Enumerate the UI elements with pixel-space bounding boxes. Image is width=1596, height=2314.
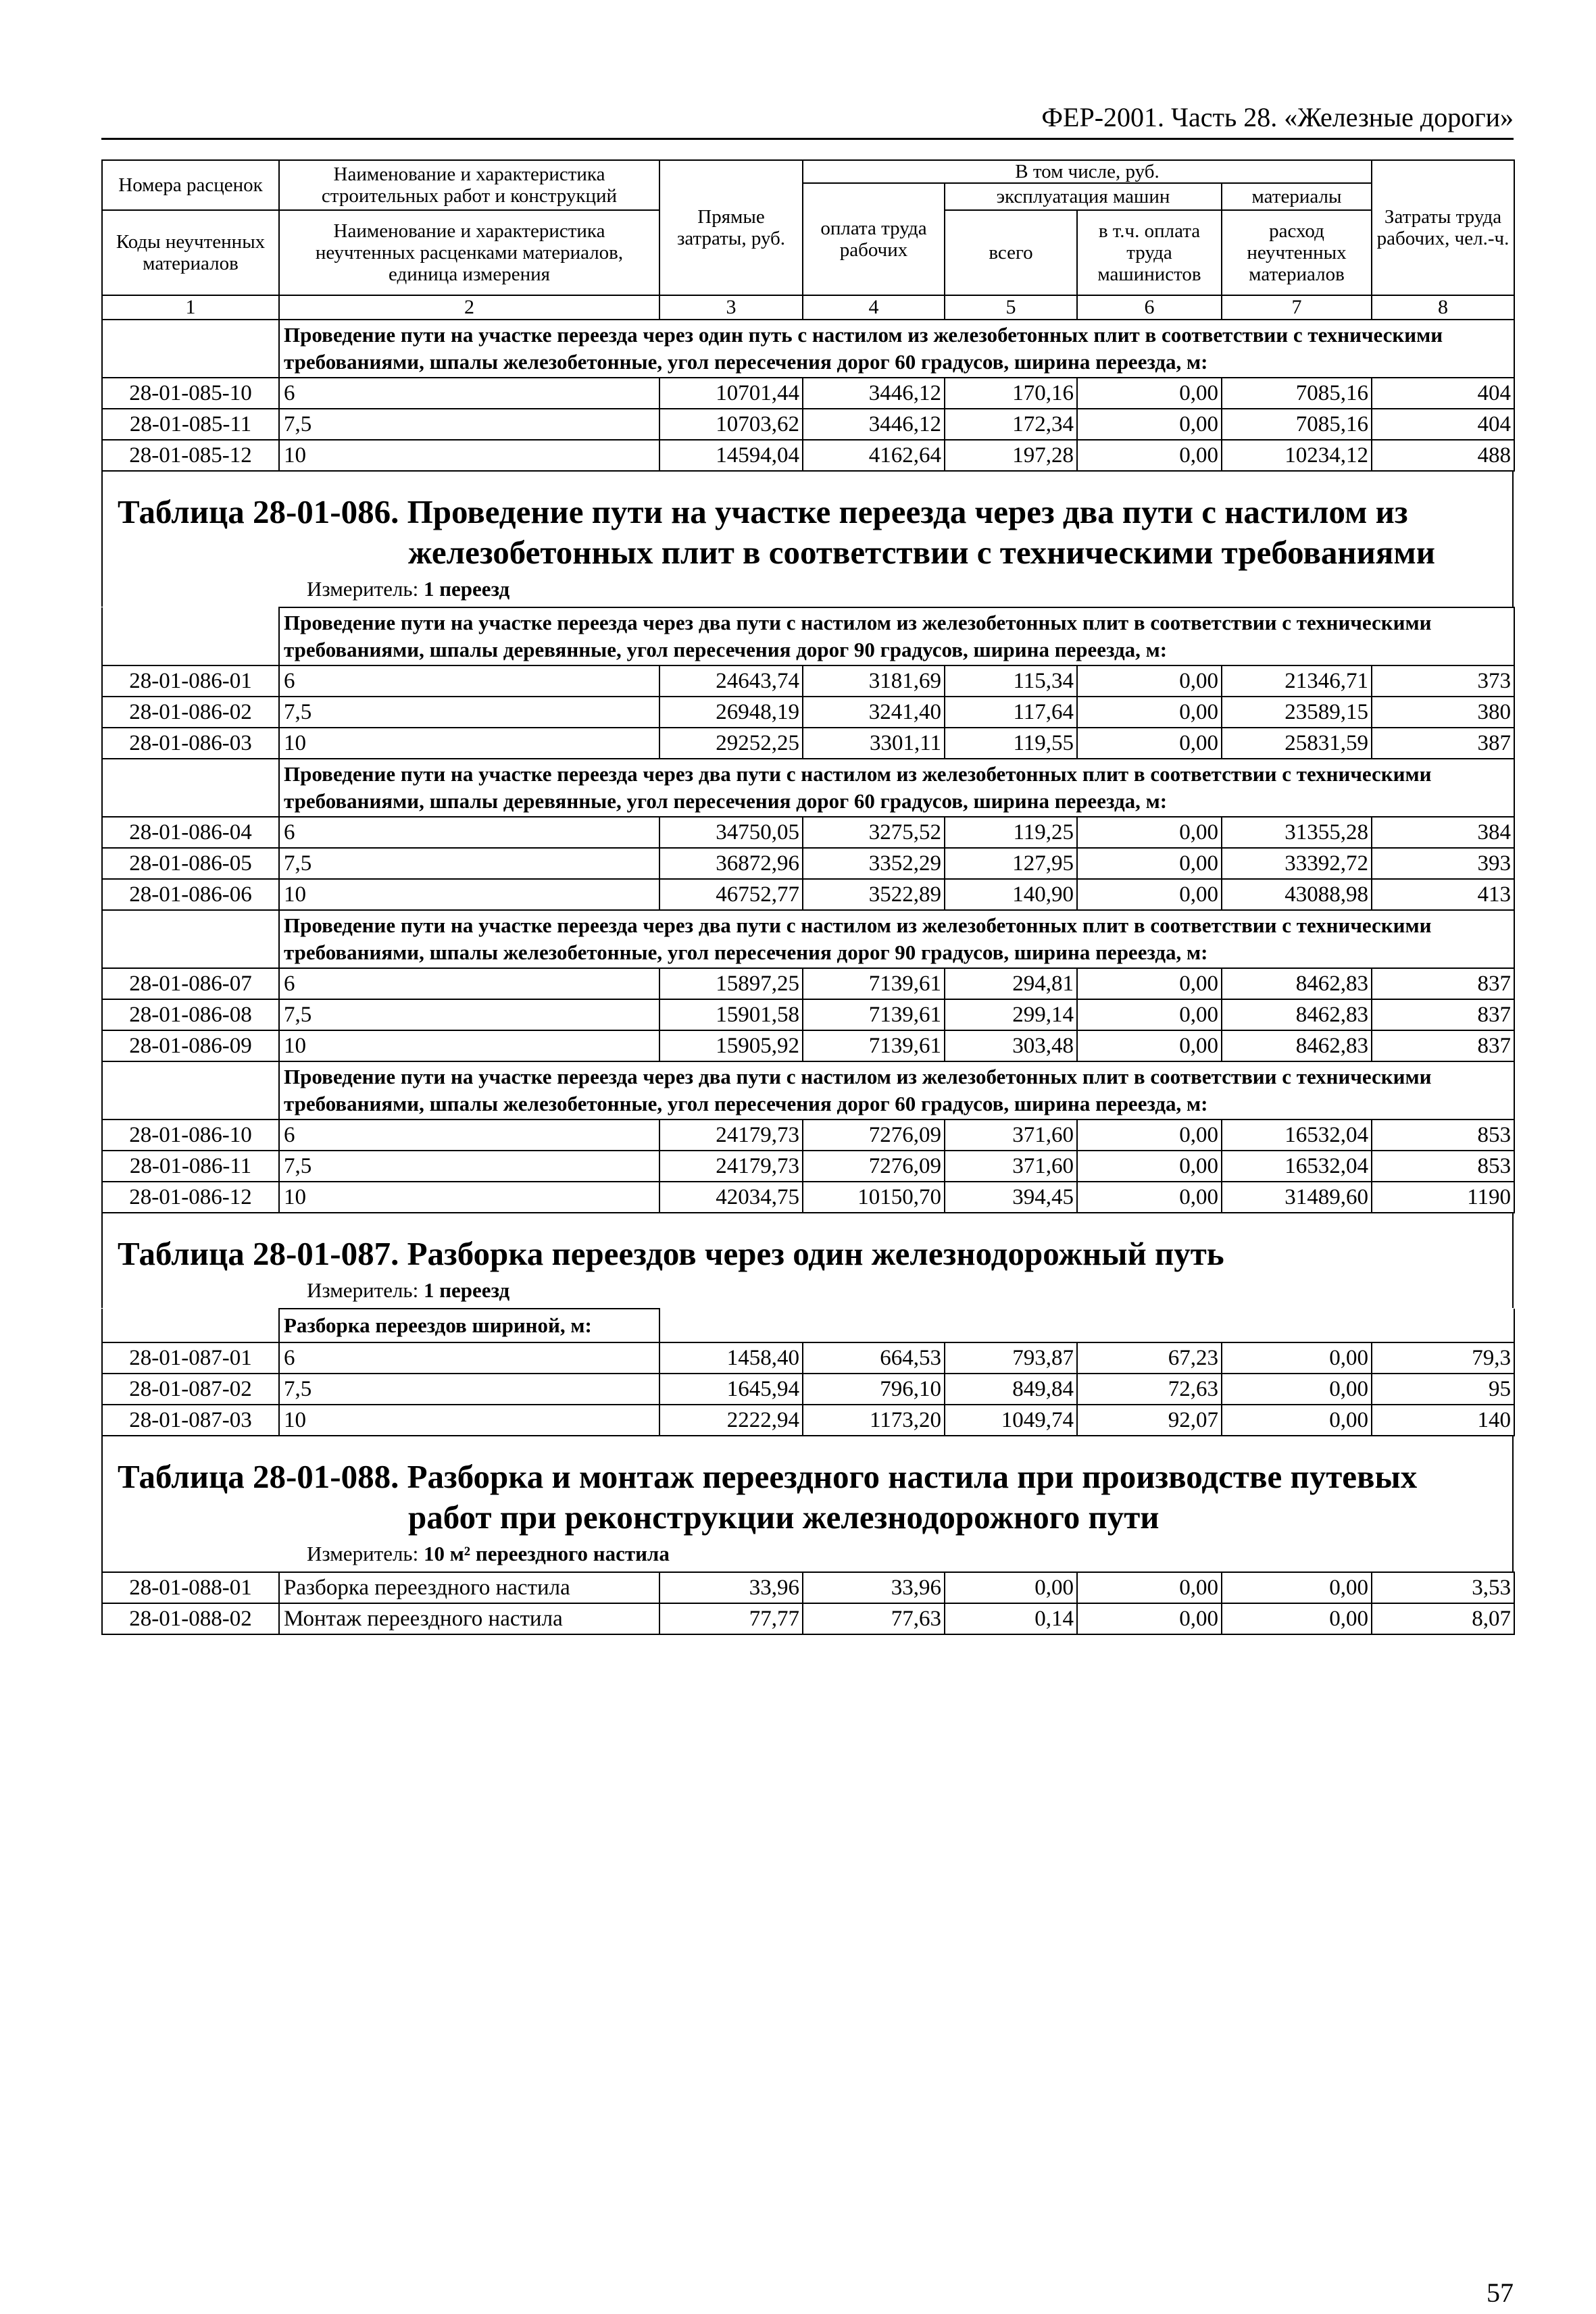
cell-rate-code: 28-01-086-01 bbox=[102, 665, 279, 697]
cell-machinists-pay: 0,00 bbox=[1077, 1030, 1222, 1061]
cell-width: 10 bbox=[279, 879, 659, 910]
table-row bbox=[102, 440, 1514, 471]
cell-labor-pay: 7276,09 bbox=[803, 1151, 945, 1182]
section-description: Проведение пути на участке переезда через два пути с настилом из железобетонных плит в соответствии с техническими требованиями, шпалы деревянные, угол пересечения дорог 60 градусов, ширина переезда, м: bbox=[279, 759, 1514, 817]
table-086-heading bbox=[101, 472, 1514, 607]
cell-rate-code: 28-01-086-06 bbox=[102, 879, 279, 910]
cell-labor-hours: 140 bbox=[1372, 1405, 1514, 1436]
cell-width: 10 bbox=[279, 1030, 659, 1061]
cell-rate-code: 28-01-088-02 bbox=[102, 1603, 279, 1634]
cell-labor-hours: 837 bbox=[1372, 968, 1514, 999]
cell-machines-total: 371,60 bbox=[945, 1120, 1077, 1151]
cell-direct-costs: 77,77 bbox=[659, 1603, 803, 1634]
cell-rate-code: 28-01-085-12 bbox=[102, 440, 279, 471]
content bbox=[101, 159, 1514, 1635]
measure-label: Измеритель: bbox=[307, 1278, 424, 1302]
cell-width: 6 bbox=[279, 378, 659, 409]
cell-labor-hours: 8,07 bbox=[1372, 1603, 1514, 1634]
cell-width: 6 bbox=[279, 817, 659, 848]
cell-materials: 8462,83 bbox=[1222, 968, 1372, 999]
cell-width: 6 bbox=[279, 1342, 659, 1374]
table-row bbox=[102, 1342, 1514, 1374]
cell-labor-pay: 3275,52 bbox=[803, 817, 945, 848]
blank-cell bbox=[102, 1309, 279, 1342]
cell-width: 7,5 bbox=[279, 1374, 659, 1405]
table-087-title bbox=[118, 1234, 1497, 1274]
cell-machines-total: 197,28 bbox=[945, 440, 1077, 471]
col-head-nomera: Номера расценок bbox=[102, 160, 279, 210]
table-row bbox=[102, 968, 1514, 999]
cell-labor-hours: 404 bbox=[1372, 409, 1514, 440]
cell-materials: 0,00 bbox=[1222, 1603, 1372, 1634]
title-line: Таблица 28-01-087. Разборка переездов через один железнодорожный путь bbox=[118, 1235, 1224, 1272]
cell-materials: 0,00 bbox=[1222, 1572, 1372, 1603]
table-086-title bbox=[118, 492, 1497, 573]
cell-machinists-pay: 0,00 bbox=[1077, 879, 1222, 910]
cell-width: 10 bbox=[279, 1182, 659, 1213]
cell-machinists-pay: 0,00 bbox=[1077, 968, 1222, 999]
cell-direct-costs: 36872,96 bbox=[659, 848, 803, 879]
cell-rate-code: 28-01-087-03 bbox=[102, 1405, 279, 1436]
table-row bbox=[102, 409, 1514, 440]
section-description-row bbox=[102, 759, 1514, 817]
cell-machinists-pay: 0,00 bbox=[1077, 1603, 1222, 1634]
table-087 bbox=[101, 1308, 1515, 1436]
col-head-vtch: в т.ч. оплата труда машинистов bbox=[1077, 210, 1222, 295]
section-description: Проведение пути на участке переезда через один путь с настилом из железобетонных плит в соответствии с техническими требованиями, шпалы железобетонные, угол пересечения дорог 60 градусов, ширина переезда, м: bbox=[279, 320, 1514, 378]
section-description-row bbox=[102, 910, 1514, 968]
column-header bbox=[102, 160, 1514, 320]
cell-machinists-pay: 0,00 bbox=[1077, 1182, 1222, 1213]
cell-width: 10 bbox=[279, 440, 659, 471]
table-row bbox=[102, 697, 1514, 728]
cell-direct-costs: 24643,74 bbox=[659, 665, 803, 697]
cell-direct-costs: 15905,92 bbox=[659, 1030, 803, 1061]
cell-machines-total: 303,48 bbox=[945, 1030, 1077, 1061]
page-number: 57 bbox=[1487, 2278, 1514, 2308]
blank-cell bbox=[102, 607, 279, 665]
blank-cell bbox=[659, 1309, 1514, 1342]
blank-cell bbox=[102, 910, 279, 968]
cell-direct-costs: 26948,19 bbox=[659, 697, 803, 728]
cell-machinists-pay: 0,00 bbox=[1077, 999, 1222, 1030]
cell-machinists-pay: 67,23 bbox=[1077, 1342, 1222, 1374]
cell-materials: 0,00 bbox=[1222, 1342, 1372, 1374]
table-row bbox=[102, 848, 1514, 879]
col-num: 2 bbox=[279, 295, 659, 320]
cell-labor-hours: 387 bbox=[1372, 728, 1514, 759]
cell-width: 6 bbox=[279, 968, 659, 999]
cell-machines-total: 0,14 bbox=[945, 1603, 1077, 1634]
cell-materials: 7085,16 bbox=[1222, 378, 1372, 409]
title-line: Таблица 28-01-088. Разборка и монтаж переездного настила при производстве путевых bbox=[118, 1458, 1418, 1495]
cell-machines-total: 119,25 bbox=[945, 817, 1077, 848]
col-head-ekspl: эксплуатация машин bbox=[945, 183, 1222, 210]
cell-direct-costs: 10701,44 bbox=[659, 378, 803, 409]
cell-labor-hours: 837 bbox=[1372, 999, 1514, 1030]
cell-rate-code: 28-01-086-07 bbox=[102, 968, 279, 999]
cell-width: 6 bbox=[279, 665, 659, 697]
section-description: Проведение пути на участке переезда через два пути с настилом из железобетонных плит в соответствии с техническими требованиями, шпалы железобетонные, угол пересечения дорог 90 градусов, ширина переезда, м: bbox=[279, 910, 1514, 968]
cell-machines-total: 294,81 bbox=[945, 968, 1077, 999]
cell-labor-pay: 77,63 bbox=[803, 1603, 945, 1634]
cell-direct-costs: 1645,94 bbox=[659, 1374, 803, 1405]
col-num: 5 bbox=[945, 295, 1077, 320]
cell-materials: 23589,15 bbox=[1222, 697, 1372, 728]
cell-machines-total: 115,34 bbox=[945, 665, 1077, 697]
cell-rate-code: 28-01-086-08 bbox=[102, 999, 279, 1030]
cell-labor-pay: 3446,12 bbox=[803, 409, 945, 440]
cell-materials: 31355,28 bbox=[1222, 817, 1372, 848]
cell-machines-total: 299,14 bbox=[945, 999, 1077, 1030]
table-row bbox=[102, 378, 1514, 409]
cell-direct-costs: 1458,40 bbox=[659, 1342, 803, 1374]
col-num: 3 bbox=[659, 295, 803, 320]
cell-labor-hours: 853 bbox=[1372, 1151, 1514, 1182]
cell-labor-pay: 664,53 bbox=[803, 1342, 945, 1374]
cell-width: Монтаж переездного настила bbox=[279, 1603, 659, 1634]
cell-width: Разборка переездного настила bbox=[279, 1572, 659, 1603]
col-num: 1 bbox=[102, 295, 279, 320]
col-head-rashod: расход неучтенных материалов bbox=[1222, 210, 1372, 295]
table-row bbox=[102, 1572, 1514, 1603]
section-description-row bbox=[102, 607, 1514, 665]
table-row bbox=[102, 1603, 1514, 1634]
cell-labor-hours: 3,53 bbox=[1372, 1572, 1514, 1603]
col-head-v-tom-chisle: В том числе, руб. bbox=[803, 160, 1372, 183]
cell-machinists-pay: 0,00 bbox=[1077, 817, 1222, 848]
cell-rate-code: 28-01-086-05 bbox=[102, 848, 279, 879]
table-row bbox=[102, 999, 1514, 1030]
cell-labor-pay: 1173,20 bbox=[803, 1405, 945, 1436]
title-line: железобетонных плит в соответствии с техническими требованиями bbox=[408, 534, 1436, 571]
running-header: ФЕР-2001. Часть 28. «Железные дороги» bbox=[1041, 102, 1514, 132]
cell-direct-costs: 15897,25 bbox=[659, 968, 803, 999]
cell-labor-pay: 10150,70 bbox=[803, 1182, 945, 1213]
cell-materials: 31489,60 bbox=[1222, 1182, 1372, 1213]
table-row bbox=[102, 1405, 1514, 1436]
cell-labor-hours: 79,3 bbox=[1372, 1342, 1514, 1374]
cell-materials: 21346,71 bbox=[1222, 665, 1372, 697]
cell-materials: 16532,04 bbox=[1222, 1120, 1372, 1151]
table-row bbox=[102, 817, 1514, 848]
table-row bbox=[102, 1374, 1514, 1405]
section-description-row bbox=[102, 1309, 1514, 1342]
cell-labor-hours: 853 bbox=[1372, 1120, 1514, 1151]
col-head-naim-works: Наименование и характеристика строительных работ и конструкций bbox=[279, 160, 659, 210]
cell-labor-pay: 3301,11 bbox=[803, 728, 945, 759]
cell-machines-total: 140,90 bbox=[945, 879, 1077, 910]
section-description: Разборка переездов шириной, м: bbox=[279, 1309, 659, 1342]
cell-width: 7,5 bbox=[279, 848, 659, 879]
cell-materials: 43088,98 bbox=[1222, 879, 1372, 910]
blank-cell bbox=[102, 759, 279, 817]
cell-labor-pay: 3241,40 bbox=[803, 697, 945, 728]
cell-machinists-pay: 72,63 bbox=[1077, 1374, 1222, 1405]
section-description-row bbox=[102, 1061, 1514, 1120]
cell-labor-pay: 3522,89 bbox=[803, 879, 945, 910]
cell-width: 7,5 bbox=[279, 1151, 659, 1182]
measure-unit bbox=[118, 1278, 1497, 1303]
cell-machinists-pay: 0,00 bbox=[1077, 1572, 1222, 1603]
cell-labor-pay: 4162,64 bbox=[803, 440, 945, 471]
cell-rate-code: 28-01-086-04 bbox=[102, 817, 279, 848]
cell-machines-total: 793,87 bbox=[945, 1342, 1077, 1374]
table-087-heading bbox=[101, 1213, 1514, 1308]
cell-labor-pay: 7139,61 bbox=[803, 968, 945, 999]
table-088-title bbox=[118, 1457, 1497, 1538]
measure-value: 10 м² переездного настила bbox=[423, 1542, 670, 1565]
table-row bbox=[102, 1030, 1514, 1061]
cell-rate-code: 28-01-088-01 bbox=[102, 1572, 279, 1603]
cell-direct-costs: 24179,73 bbox=[659, 1120, 803, 1151]
cell-labor-pay: 7276,09 bbox=[803, 1120, 945, 1151]
cell-labor-pay: 33,96 bbox=[803, 1572, 945, 1603]
cell-rate-code: 28-01-087-02 bbox=[102, 1374, 279, 1405]
cell-machinists-pay: 0,00 bbox=[1077, 697, 1222, 728]
cell-direct-costs: 10703,62 bbox=[659, 409, 803, 440]
table-row bbox=[102, 1182, 1514, 1213]
cell-machines-total: 127,95 bbox=[945, 848, 1077, 879]
cell-machines-total: 371,60 bbox=[945, 1151, 1077, 1182]
cell-machines-total: 849,84 bbox=[945, 1374, 1077, 1405]
section-description-row bbox=[102, 320, 1514, 378]
col-head-pryamye: Прямые затраты, руб. bbox=[659, 160, 803, 295]
cell-labor-hours: 413 bbox=[1372, 879, 1514, 910]
cell-rate-code: 28-01-085-11 bbox=[102, 409, 279, 440]
col-head-oplata: оплата труда рабочих bbox=[803, 183, 945, 295]
col-head-vsego: всего bbox=[945, 210, 1077, 295]
measure-unit bbox=[118, 1542, 1497, 1566]
cell-materials: 10234,12 bbox=[1222, 440, 1372, 471]
cell-materials: 8462,83 bbox=[1222, 999, 1372, 1030]
cell-rate-code: 28-01-086-03 bbox=[102, 728, 279, 759]
cell-materials: 0,00 bbox=[1222, 1374, 1372, 1405]
cell-labor-hours: 1190 bbox=[1372, 1182, 1514, 1213]
col-head-kody: Коды неучтенных материалов bbox=[102, 210, 279, 295]
cell-direct-costs: 29252,25 bbox=[659, 728, 803, 759]
table-088-heading bbox=[101, 1436, 1514, 1571]
cell-machines-total: 394,45 bbox=[945, 1182, 1077, 1213]
cell-direct-costs: 33,96 bbox=[659, 1572, 803, 1603]
title-line: Таблица 28-01-086. Проведение пути на участке переезда через два пути с настилом из bbox=[118, 493, 1408, 530]
cell-labor-pay: 7139,61 bbox=[803, 999, 945, 1030]
cell-machines-total: 170,16 bbox=[945, 378, 1077, 409]
cell-materials: 7085,16 bbox=[1222, 409, 1372, 440]
blank-cell bbox=[102, 320, 279, 378]
col-num: 6 bbox=[1077, 295, 1222, 320]
cell-machines-total: 117,64 bbox=[945, 697, 1077, 728]
measure-value: 1 переезд bbox=[423, 577, 510, 601]
cell-rate-code: 28-01-086-10 bbox=[102, 1120, 279, 1151]
cell-materials: 33392,72 bbox=[1222, 848, 1372, 879]
cell-labor-hours: 95 bbox=[1372, 1374, 1514, 1405]
col-num: 7 bbox=[1222, 295, 1372, 320]
measure-label: Измеритель: bbox=[307, 577, 424, 601]
cell-machinists-pay: 0,00 bbox=[1077, 409, 1222, 440]
cell-machinists-pay: 92,07 bbox=[1077, 1405, 1222, 1436]
cell-width: 7,5 bbox=[279, 409, 659, 440]
cell-machines-total: 0,00 bbox=[945, 1572, 1077, 1603]
cell-direct-costs: 34750,05 bbox=[659, 817, 803, 848]
table-row bbox=[102, 665, 1514, 697]
cell-width: 7,5 bbox=[279, 999, 659, 1030]
col-head-zatraty: Затраты труда рабочих, чел.-ч. bbox=[1372, 160, 1514, 295]
table-row bbox=[102, 1151, 1514, 1182]
cell-rate-code: 28-01-087-01 bbox=[102, 1342, 279, 1374]
cell-rate-code: 28-01-086-12 bbox=[102, 1182, 279, 1213]
table-row bbox=[102, 879, 1514, 910]
cell-materials: 8462,83 bbox=[1222, 1030, 1372, 1061]
table-row bbox=[102, 728, 1514, 759]
cell-labor-hours: 373 bbox=[1372, 665, 1514, 697]
cell-direct-costs: 42034,75 bbox=[659, 1182, 803, 1213]
table-085 bbox=[101, 159, 1515, 472]
col-num: 4 bbox=[803, 295, 945, 320]
cell-direct-costs: 14594,04 bbox=[659, 440, 803, 471]
cell-labor-pay: 7139,61 bbox=[803, 1030, 945, 1061]
cell-direct-costs: 15901,58 bbox=[659, 999, 803, 1030]
cell-labor-hours: 837 bbox=[1372, 1030, 1514, 1061]
title-line: работ при реконструкции железнодорожного пути bbox=[408, 1499, 1159, 1536]
cell-labor-hours: 404 bbox=[1372, 378, 1514, 409]
cell-labor-hours: 380 bbox=[1372, 697, 1514, 728]
measure-unit bbox=[118, 577, 1497, 601]
cell-labor-pay: 3181,69 bbox=[803, 665, 945, 697]
cell-width: 10 bbox=[279, 728, 659, 759]
cell-machinists-pay: 0,00 bbox=[1077, 848, 1222, 879]
cell-machinists-pay: 0,00 bbox=[1077, 1120, 1222, 1151]
cell-width: 7,5 bbox=[279, 697, 659, 728]
blank-cell bbox=[102, 1061, 279, 1120]
table-086 bbox=[101, 607, 1515, 1213]
cell-machinists-pay: 0,00 bbox=[1077, 665, 1222, 697]
measure-label: Измеритель: bbox=[307, 1542, 424, 1565]
section-description: Проведение пути на участке переезда через два пути с настилом из железобетонных плит в соответствии с техническими требованиями, шпалы железобетонные, угол пересечения дорог 60 градусов, ширина переезда, м: bbox=[279, 1061, 1514, 1120]
table-row bbox=[102, 1120, 1514, 1151]
col-head-materialy: материалы bbox=[1222, 183, 1372, 210]
cell-labor-hours: 393 bbox=[1372, 848, 1514, 879]
cell-materials: 16532,04 bbox=[1222, 1151, 1372, 1182]
cell-rate-code: 28-01-086-02 bbox=[102, 697, 279, 728]
cell-labor-pay: 796,10 bbox=[803, 1374, 945, 1405]
cell-width: 6 bbox=[279, 1120, 659, 1151]
cell-rate-code: 28-01-086-11 bbox=[102, 1151, 279, 1182]
cell-labor-pay: 3352,29 bbox=[803, 848, 945, 879]
table-088 bbox=[101, 1571, 1515, 1635]
cell-direct-costs: 46752,77 bbox=[659, 879, 803, 910]
cell-rate-code: 28-01-086-09 bbox=[102, 1030, 279, 1061]
cell-machines-total: 1049,74 bbox=[945, 1405, 1077, 1436]
cell-labor-pay: 3446,12 bbox=[803, 378, 945, 409]
cell-labor-hours: 384 bbox=[1372, 817, 1514, 848]
header-rule bbox=[101, 138, 1514, 140]
section-description: Проведение пути на участке переезда через два пути с настилом из железобетонных плит в соответствии с техническими требованиями, шпалы деревянные, угол пересечения дорог 90 градусов, ширина переезда, м: bbox=[279, 607, 1514, 665]
cell-machinists-pay: 0,00 bbox=[1077, 1151, 1222, 1182]
cell-machines-total: 172,34 bbox=[945, 409, 1077, 440]
cell-materials: 0,00 bbox=[1222, 1405, 1372, 1436]
col-num: 8 bbox=[1372, 295, 1514, 320]
cell-width: 10 bbox=[279, 1405, 659, 1436]
cell-materials: 25831,59 bbox=[1222, 728, 1372, 759]
cell-machinists-pay: 0,00 bbox=[1077, 728, 1222, 759]
cell-rate-code: 28-01-085-10 bbox=[102, 378, 279, 409]
cell-machines-total: 119,55 bbox=[945, 728, 1077, 759]
col-head-naim-materials: Наименование и характеристика неучтенных расценками материалов, единица измерения bbox=[279, 210, 659, 295]
cell-machinists-pay: 0,00 bbox=[1077, 378, 1222, 409]
measure-value: 1 переезд bbox=[423, 1278, 510, 1302]
cell-labor-hours: 488 bbox=[1372, 440, 1514, 471]
cell-machinists-pay: 0,00 bbox=[1077, 440, 1222, 471]
cell-direct-costs: 2222,94 bbox=[659, 1405, 803, 1436]
cell-direct-costs: 24179,73 bbox=[659, 1151, 803, 1182]
